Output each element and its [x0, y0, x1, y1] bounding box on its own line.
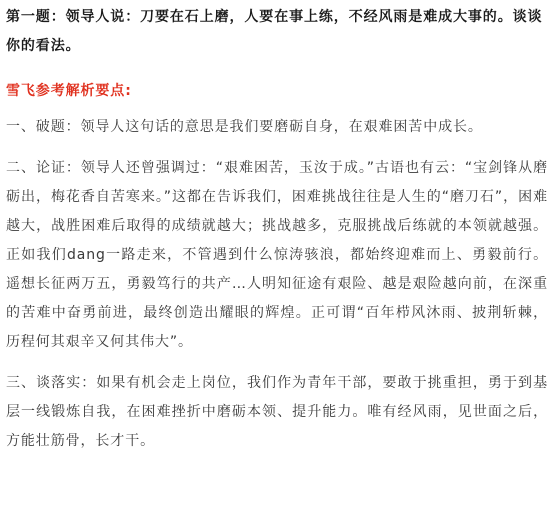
- point-argument: 二、论证：领导人还曾强调过：“艰难困苦，玉汝于成。”古语也有云：“宝剑锋从磨砺出，梅花香自苦寒来。”这都在告诉我们，困难挑战往往是人生的“磨刀石”，困难越大，战胜困难后取得的成绩就越大；挑战越多，克服挑战后练就的本领就越强。正如我们dang一路走来，不管遇到什么惊涛骇浪，都始终迎难而上、勇毅前行。遥想长征两万五，勇毅笃行的共产…人明知征途有艰险、越是艰险越向前，在深重的苦难中奋勇前进，最终创造出耀眼的辉煌。正可谓“百年栉风沐雨、披荆斩棘，历程何其艰辛又何其伟大”。: [6, 160, 548, 350]
- analysis-heading: 雪飞参考解析要点:: [6, 83, 132, 99]
- point-break-topic: 一、破题：领导人这句话的意思是我们要磨砺自身，在艰难困苦中成长。: [6, 119, 483, 135]
- point-implementation: 三、谈落实：如果有机会走上岗位，我们作为青年干部，要敢于挑重担，勇于到基层一线锻炼自我，在困难挫折中磨砺本领、提升能力。唯有经风雨，见世面之后，方能壮筋骨，长才干。: [6, 375, 548, 449]
- question-title: 第一题：领导人说：刀要在石上磨，人要在事上练，不经风雨是难成大事的。谈谈你的看法。: [6, 9, 543, 54]
